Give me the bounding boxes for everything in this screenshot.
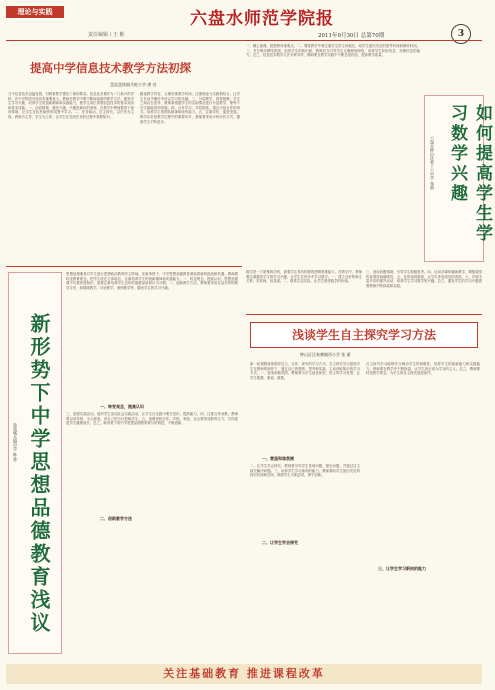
- article4-col2: 二、让学生学会探究。教师要引导学生发现问题、提出问题，并通过自主探究解决问题。三、培养学生学习新知的能力。教师要给学生留出充足的探究时间和空间，鼓励学生大胆尝试，勇于创新。: [250, 464, 360, 478]
- article1-title: 提高中学信息技术教学方法初探: [30, 61, 191, 75]
- article4-heading1: 一、营造和谐氛围: [262, 456, 294, 461]
- article3-col1: 思想品德课是对学生进行思想政治教育的主阵地。在新形势下，中学思想品德教育面临着新的挑战和机遇。教师要转变教育观念，把学生放在主体地位，注重培养学生的创新精神和实践能力。一、转变观念，提高认识。思想品德课不仅要传授知识，更要注重培养学生良好的道德品质和行为习惯。二、创新教学方法。教师要采用灵活多样的教学方法，如情境教学、讨论教学、案例教学等，激发学生的学习兴趣。: [66, 272, 238, 290]
- issue-date: 2011年9月30日 总第70期: [318, 33, 385, 39]
- article1-col2: 精选教学内容，合理安排教学时间，注重理论与实践相结合，让学生在动手操作中体会学习的乐趣。三、分层教学，因材施教。学生之间存在差异，教师要根据学生的实际情况进行分层教学，使每个学生都能得到发展。四、合作学习，共同提高。通过小组合作的形式，培养学生的团队精神和协作能力。五、注重评价，促进发展。教学评价是教学过程中的重要环节，教师要采用多种评价方式，激励学生不断进步。: [140, 92, 240, 124]
- article1-byline: 盘县盘枝镇马吃小学 唐 亮: [110, 82, 157, 87]
- section-label: 理论与实践: [6, 6, 64, 18]
- section-divider-2: [246, 314, 482, 315]
- article4-col1: 新一轮课程改革倡导自主、合作、探究的学习方式。自主探究学习是指学生在教师的指导下，通过自己的观察、思考和实践，主动获取知识的学习方式。一、营造和谐氛围。教师要为学生创设宽松、民主的学习氛围，让学生敢想、敢说、敢做。: [250, 362, 360, 380]
- article3-col2: 三、加强实践活动。组织学生参加社会实践活动，让学生在实践中增长见识，提高能力。四、注重言传身教。教师要以身作则，为人师表，用自己的言行影响学生。五、加强家校合作。学校、家庭、社会要形成教育合力，共同促进学生健康成长。总之，新形势下的中学思想品德教育要与时俱进，不断创新。: [66, 412, 238, 426]
- right-vertical-byline: 六盘水钟山区第十六中学 张丽: [430, 136, 435, 190]
- right-vertical-title: 如何提高学生学习数学兴趣: [447, 104, 492, 244]
- article4-byline: 钟山区汪家寨镇西小学 张 丽: [300, 352, 351, 357]
- right-title-frame: [424, 95, 492, 262]
- article1-col1: 当今信息技术迅猛发展，对教育教学提出了新的要求。信息技术课作为一门新兴的学科，在中学阶段开设具有重要意义。教师在教学中要不断探索新的教学方法，激发学生学习兴趣，培养学生的创新精神和实践能力，使学生真正掌握信息技术的基本知识和基本技能。一、创设情境，激发兴趣。兴趣是最好的老师，在教学中教师要善于创设情境，让学生在轻松愉快的氛围中学习。二、任务驱动，自主探究。以任务为主线，教师为主导，学生为主体，让学生在完成任务的过程中掌握知识。: [8, 92, 134, 119]
- article3-heading2: 二、创新教学方法: [100, 516, 132, 521]
- article-right-col2: 三、创设问题情境，引导学生积极思考。四、运用多媒体辅助教学，增强课堂的直观性和趣味性。五、及时表扬鼓励，让学生体验成功的喜悦。六、开展丰富多彩的课外活动，培养学生学习数学的兴趣。总之，激发学生的学习兴趣需要教师不断探索和实践。: [366, 270, 482, 288]
- editor-label: 责任编辑 / 王 彬: [88, 32, 125, 38]
- footer-slogan: 关注基础教育 推进课程改革: [6, 664, 482, 684]
- article4-title: 浅谈学生自主探究学习方法: [250, 322, 478, 348]
- article4-heading3: 三、让学生学习新知的能力: [378, 566, 426, 571]
- left-vertical-title: 新形势下中学思想品德教育浅议: [27, 313, 51, 635]
- article4-heading2: 二、让学生学会探究: [262, 540, 298, 545]
- page-number: 3: [451, 24, 471, 44]
- article-right-col1: 数学是一门思维的学科，需要学生具有较强的逻辑思维能力。在教学中，教师要注重激发学生的学习兴趣，让学生在快乐中学习数学。一、建立良好的师生关系，亲其师，信其道。二、联系生活实际，让学生感受数学的价值。: [246, 270, 362, 284]
- article3-heading1: 一、转变观念，提高认识: [100, 404, 144, 409]
- article1-col3: 一、精心备课，把握教材重难点。二、课堂教学中要注重学生的主体地位，给学生留出充足的思考时间和操作时间。三、充分利用网络资源，拓宽学生的知识面。教师应当引导学生正确使用网络，培养学生获取信息、处理信息的能力。总之，信息技术教学方法多种多样，教师要在教学实践中不断总结经验，提高教学质量。: [246, 44, 420, 58]
- header-divider: [6, 40, 482, 41]
- left-vertical-byline: 盘县城关镇中学 陈 香: [13, 423, 18, 462]
- left-title-frame: [8, 272, 62, 654]
- newspaper-title: 六盘水师范学院报: [190, 9, 334, 29]
- article4-col3: 自主探究学习能够充分调动学生的积极性，培养学生的创新能力和实践能力。教师要在教学中不断探索，让学生真正成为学习的主人。总之，教师要转变教学观念，为学生的自主探究创造条件。: [366, 362, 480, 376]
- section-divider-1: [6, 266, 242, 267]
